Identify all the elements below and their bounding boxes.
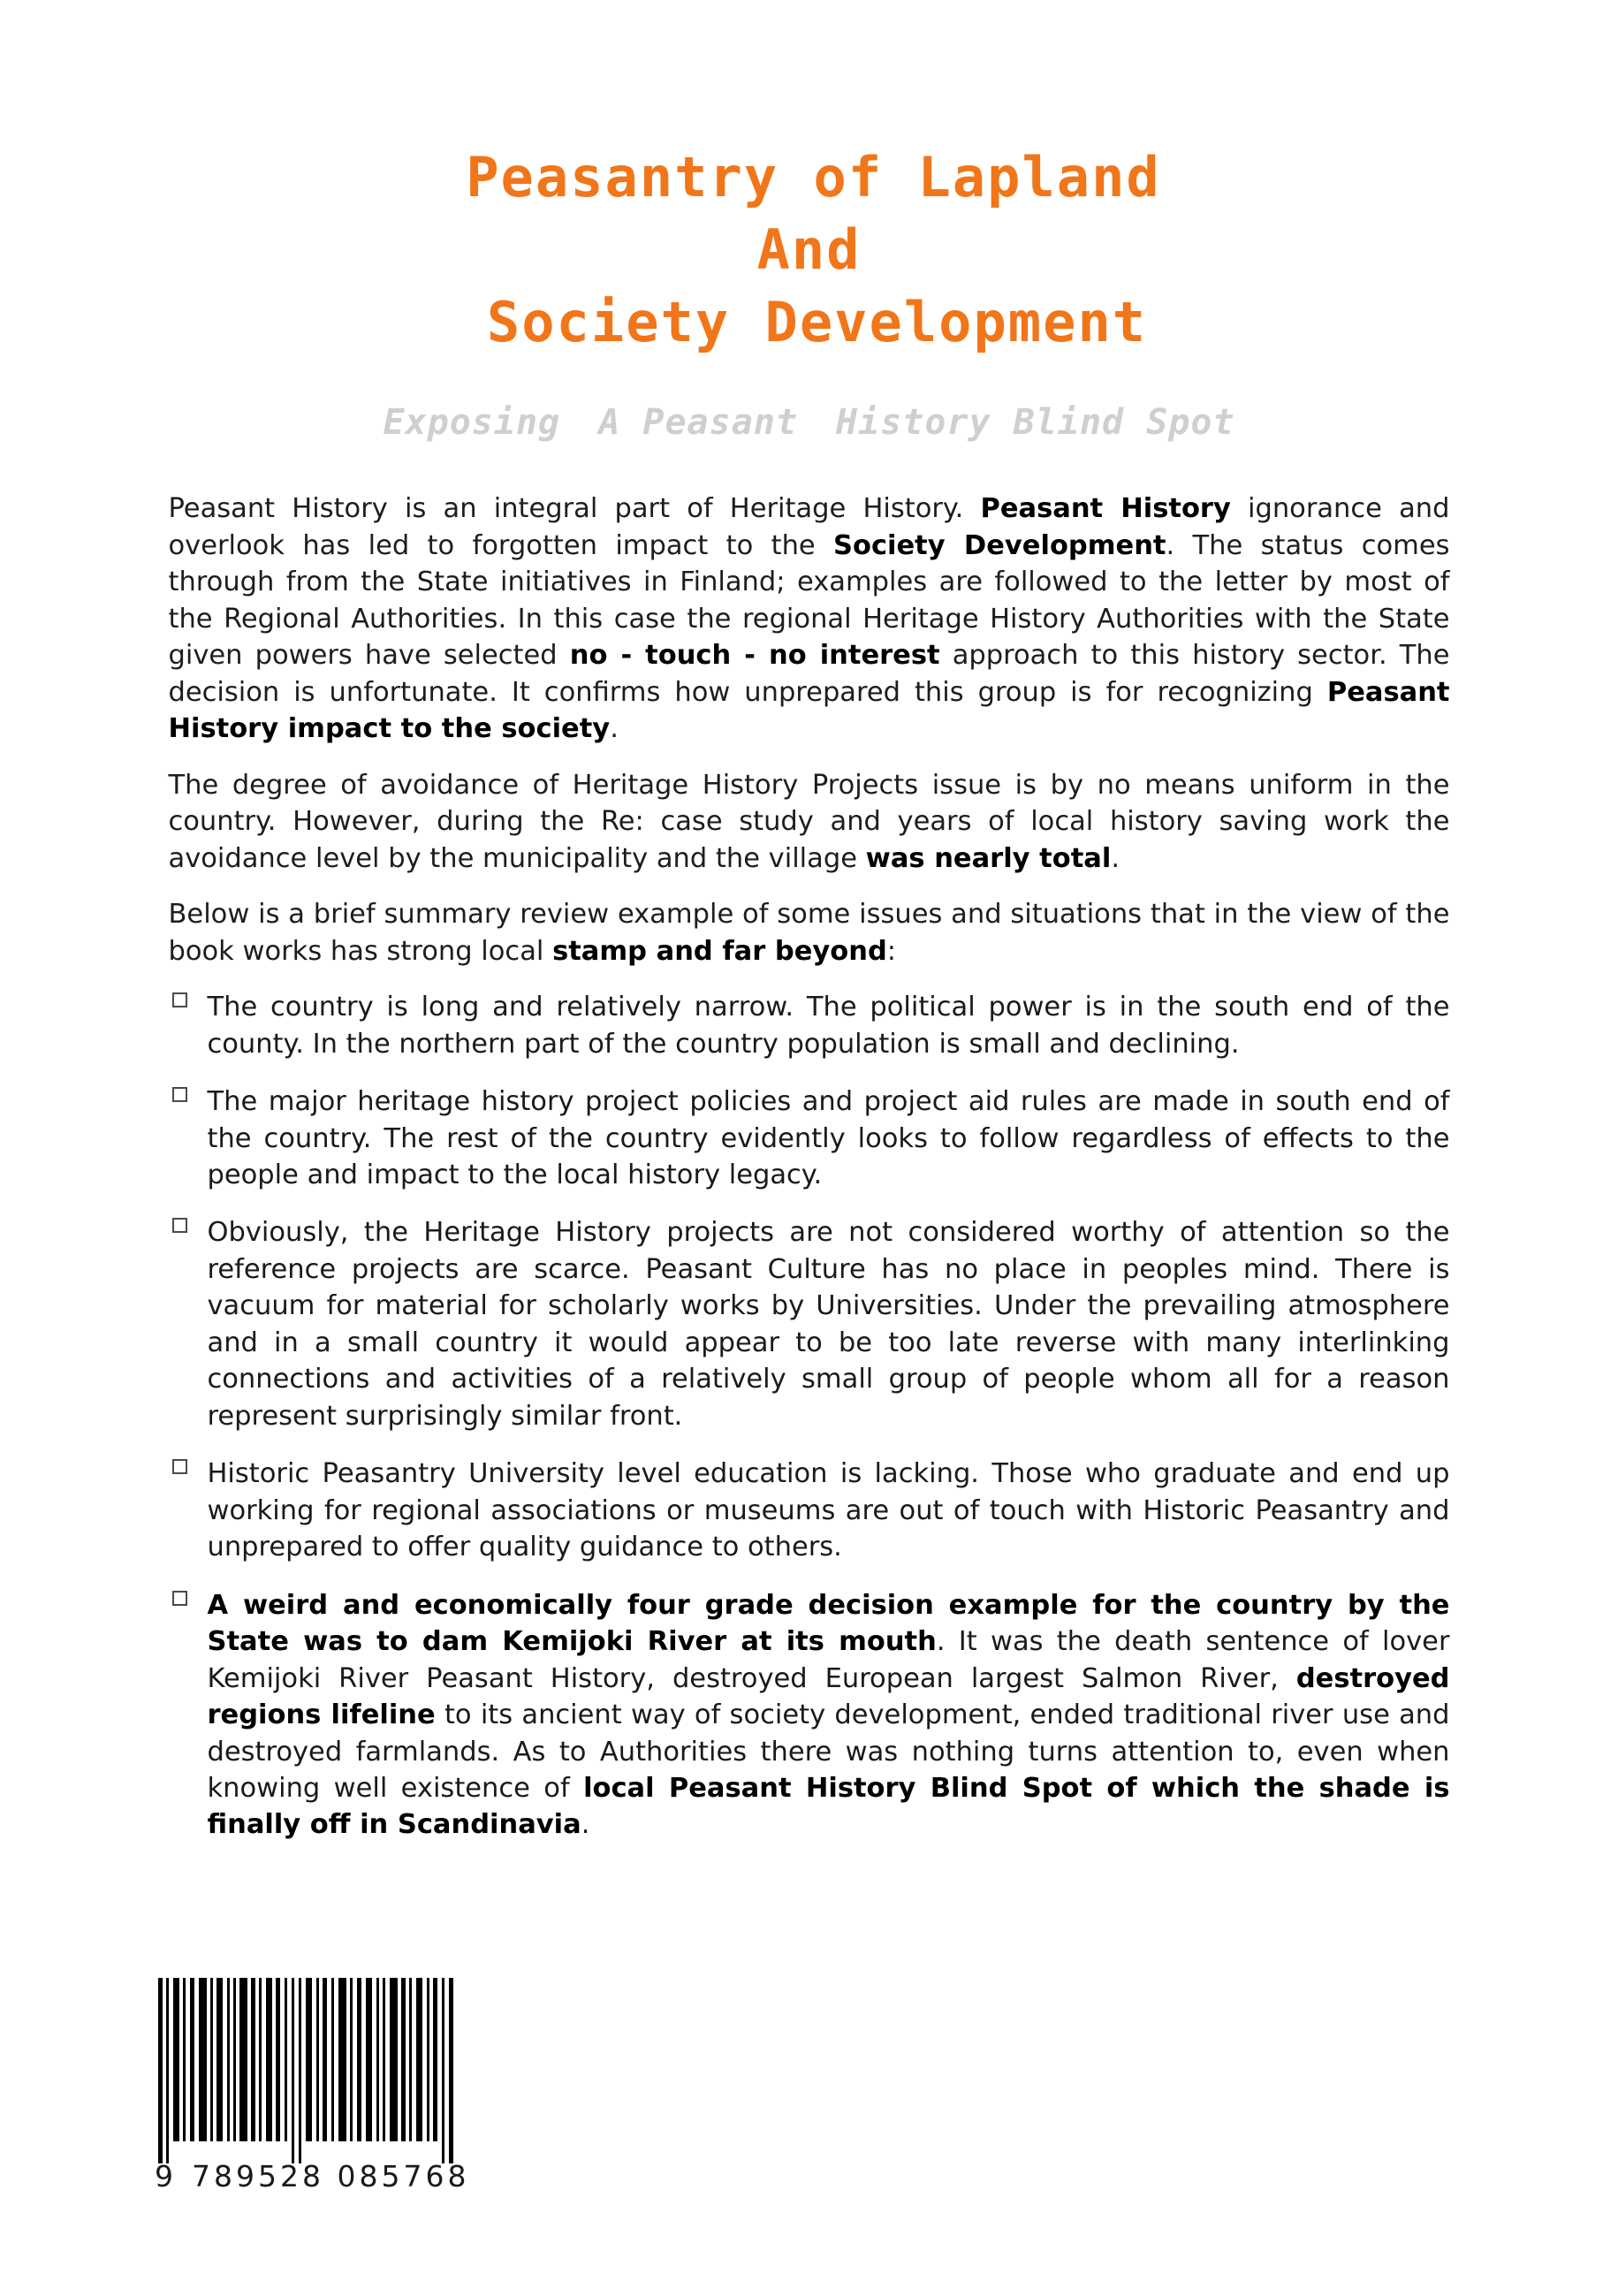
subtitle-part-2: A Peasant [598,402,798,444]
square-bullet-icon [172,1218,187,1233]
p3-text-1: Below is a brief summary review example of some issues and situations that in the view of the book works has strong local [168,899,1450,967]
square-bullet-icon [172,1459,187,1474]
subtitle-part-3: History [836,402,991,444]
square-bullet-icon [172,992,187,1007]
subtitle-part-1: Exposing [383,402,561,444]
p2-text-2: . [1111,842,1120,874]
title-line-2: And [756,217,862,282]
paragraph-1 [169,490,1450,747]
p3-text-2: : [886,935,897,967]
p1-text-2: ignorance and overlook has led to forgotten impact to the [168,493,1450,561]
list-item [169,1456,1450,1565]
last-bullet-bold-2: destroyed regions lifeline [207,1662,1450,1731]
square-bullet-icon [172,1591,187,1606]
p3-bold-1: stamp and far beyond [552,935,887,967]
square-bullet-icon [172,1087,187,1102]
bullet-list [169,989,1450,1844]
last-bullet-bold-3: local Peasant History Blind Spot of which the shade is finally off in Scandinavia [207,1773,1450,1841]
subtitle-part-4: Blind Spot [1013,402,1235,444]
list-item-text: The country is long and relatively narrow. The political power is in the south end of the county. In the northern part of the country population is small and declining. [207,992,1450,1060]
list-item [169,989,1450,1062]
p1-text-4: approach to this history sector. The decision is unfortunate. It confirms how unprepared this group is for recognizing [168,640,1450,708]
last-bullet-text-1: . It was the death sentence of lover Kemijoki River Peasant History, destroyed European largest Salmon River, [207,1626,1450,1694]
list-item [169,1214,1450,1434]
p1-text-1: Peasant History is an integral part of Heritage History. [168,493,981,525]
p2-text-1: The degree of avoidance of Heritage History Projects issue is by no means uniform in the country. However, during the Re: case study and years of local history saving work the avoidance level by the municipality and the village [168,769,1450,874]
barcode-first-digit: 9 [155,2159,173,2193]
last-bullet-bold-1: A weird and economically four grade decision example for the country by the State was to dam Kemijoki River at its mouth [207,1589,1450,1658]
p1-bold-4: Peasant History impact to the society [168,676,1450,745]
title-block [0,0,1618,358]
last-bullet-text-3: . [581,1809,590,1841]
subtitle [0,402,1618,443]
title-line-3: Society Development [486,289,1148,354]
body-text [169,443,1450,1843]
list-item [169,1083,1450,1193]
title-line-1: Peasantry of Lapland [466,145,1161,209]
p1-text-3: . The status comes through from the State initiatives in Finland; examples are followed to the letter by most of the Regional Authorities. In this case the regional Heritage History Authorities with the State given powers have selected [168,529,1450,672]
list-item-text: Obviously, the Heritage History projects are not considered worthy of attention so the reference projects are scarce. Peasant Culture has no place in peoples mind. There is vacuum for material for scholarly works by Universities. Under the prevailing atmosphere and in a small country it would appear to be too late reverse with many interlinking connections and activities of a relatively small group of people whom all for a reason represent surprisingly similar front. [207,1217,1450,1432]
barcode-area [155,1978,535,2199]
barcode-digits: 789528 085768 [192,2159,470,2193]
p1-bold-2: Society Development [833,529,1166,561]
paragraph-2 [169,767,1450,877]
list-item-text: Historic Peasantry University level education is lacking. Those who graduate and end up working for regional associations or museums are out of touch with Historic Peasantry and unprepared to offer quality guidance to others. [207,1458,1450,1563]
last-bullet-text-2: to its ancient way of society development, ended traditional river use and destroyed farmlands. As to Authorities there was nothing turns attention to, even when knowing well existence of [207,1699,1450,1805]
p1-text-5: . [610,713,619,745]
p1-bold-1: Peasant History [980,493,1231,525]
ean13-barcode-icon [155,1978,508,2163]
p1-bold-3: no - touch - no interest [569,640,940,672]
list-item-highlight [169,1587,1450,1844]
paragraph-3 [169,896,1450,969]
list-item-text: The major heritage history project policies and project aid rules are made in south end of the country. The rest of the country evidently looks to follow regardless of effects to the people and impact to the local history legacy. [207,1086,1450,1190]
p2-bold-1: was nearly total [865,842,1112,874]
